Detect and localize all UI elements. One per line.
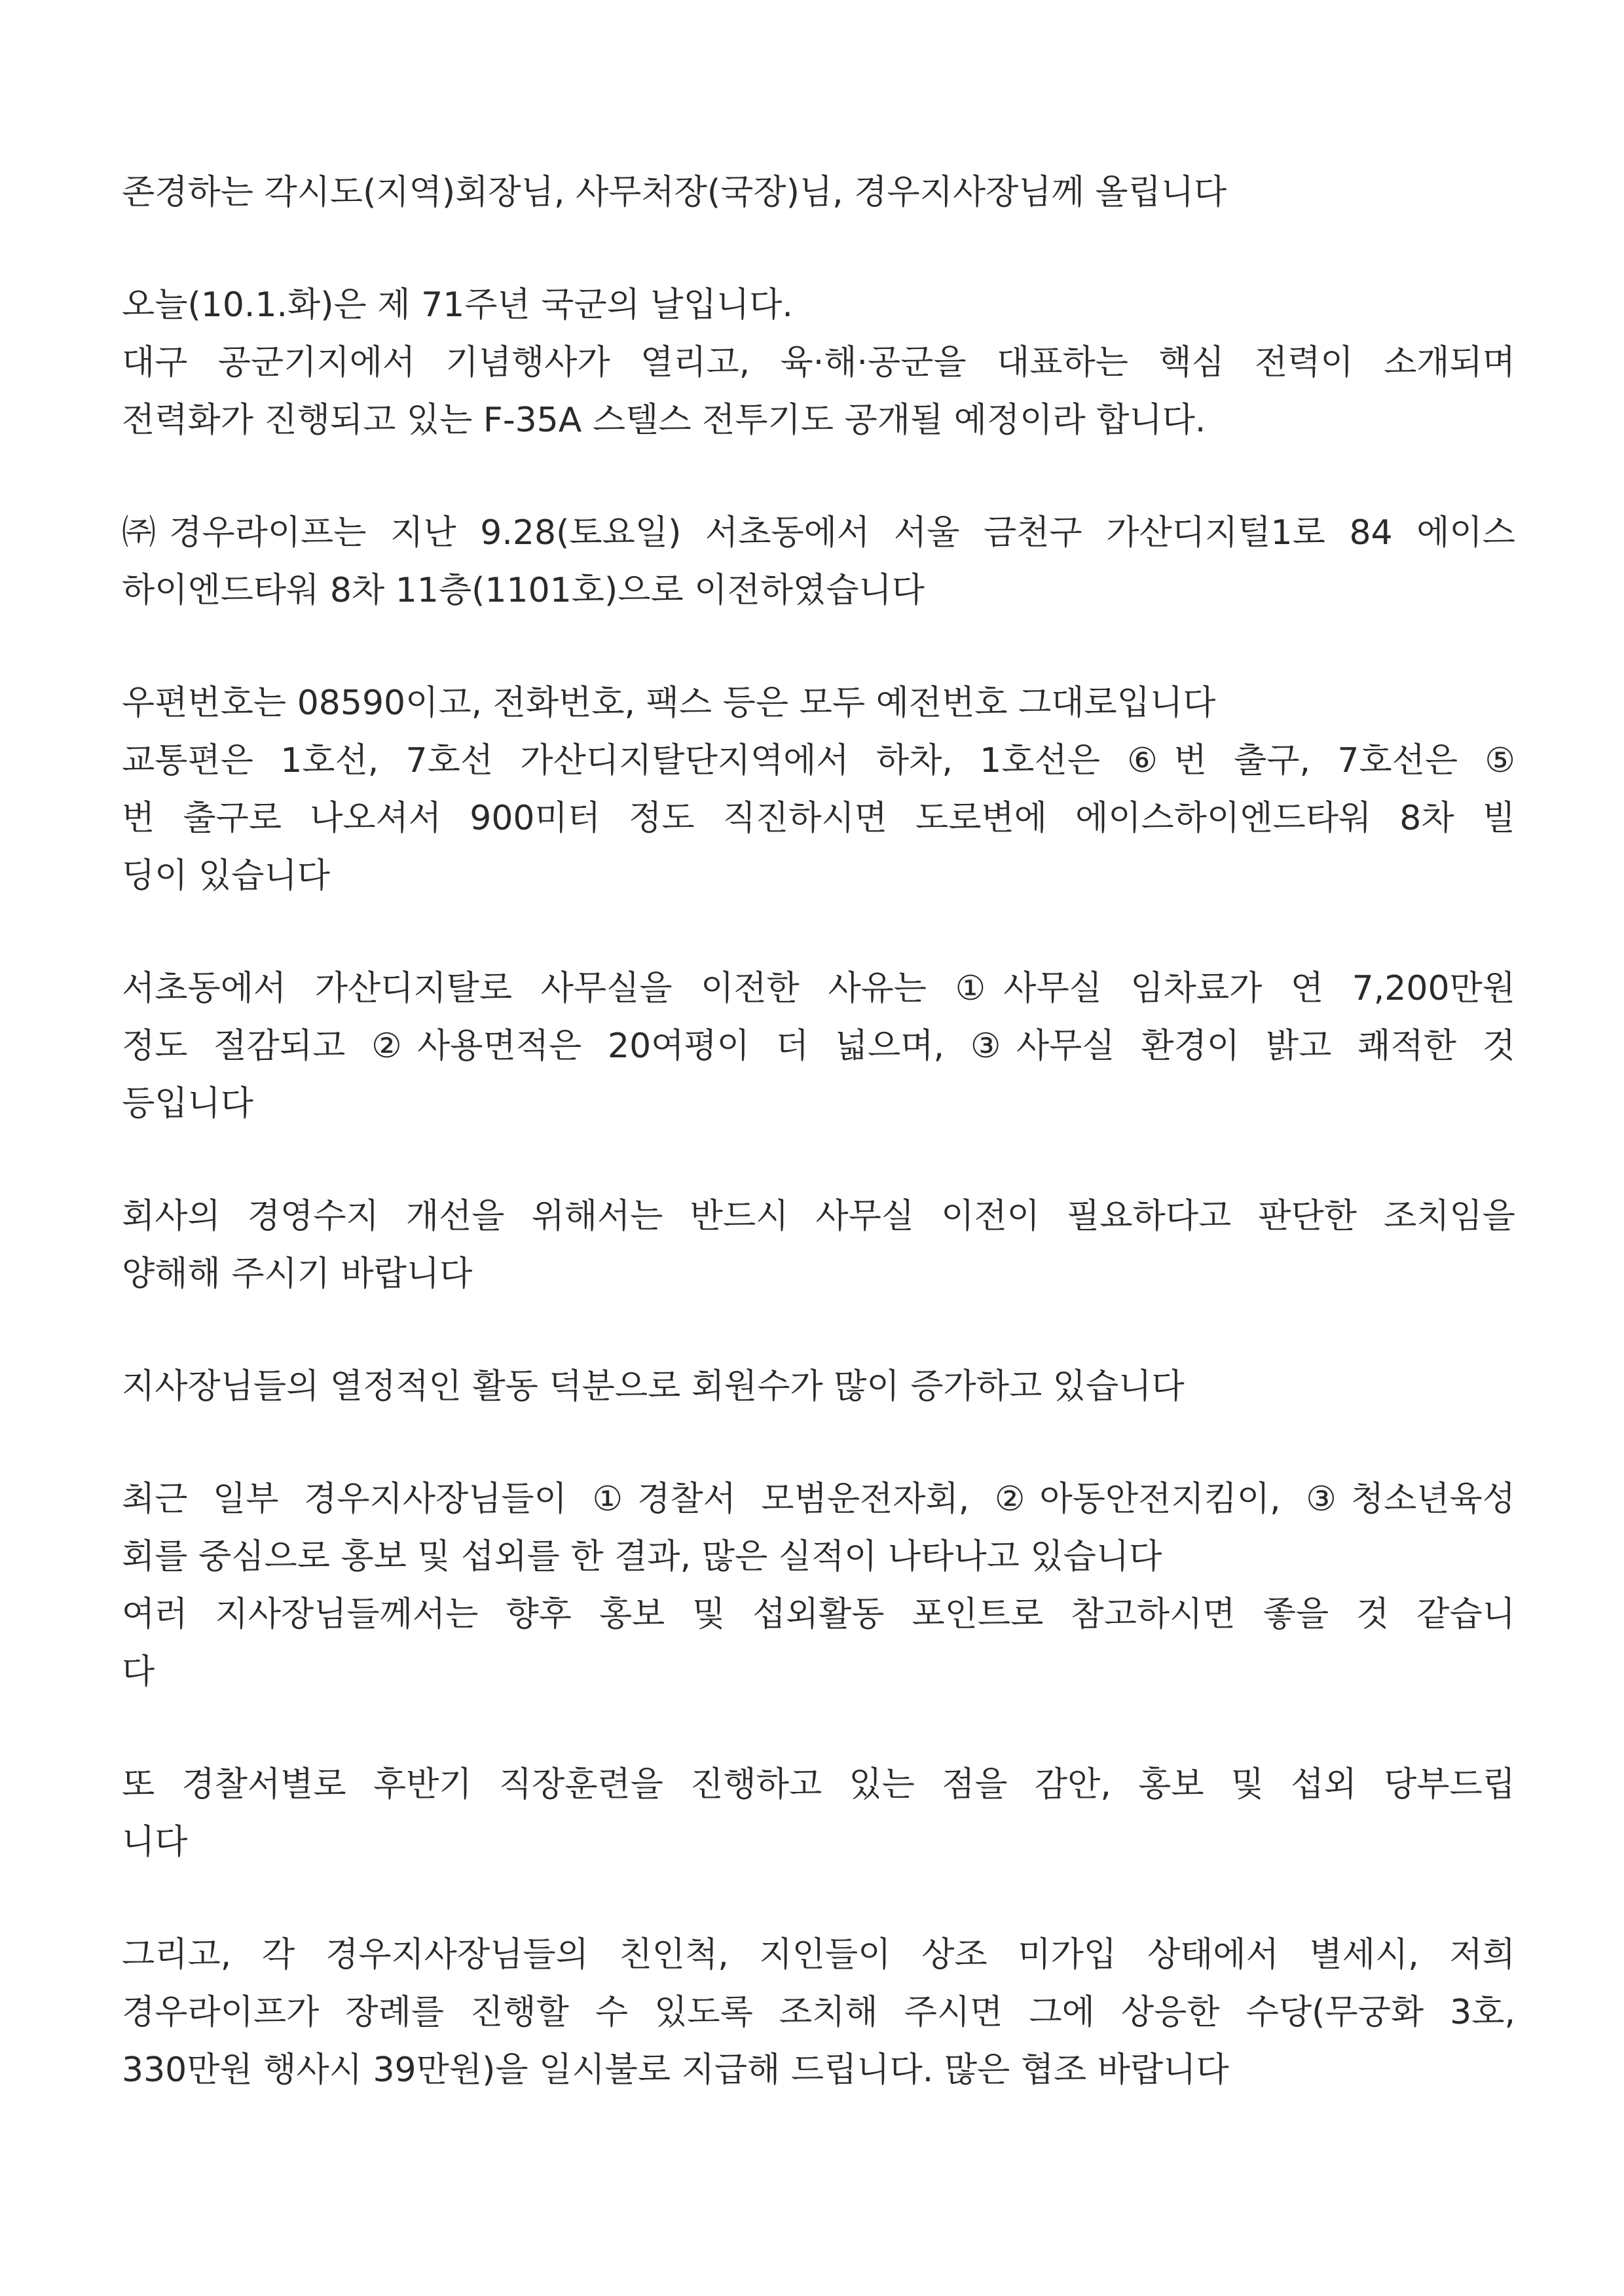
paragraph-line: 전력화가 진행되고 있는 F-35A 스텔스 전투기도 공개될 예정이라 합니다. — [122, 401, 1206, 440]
paragraph-line: 또 경찰서별로 후반기 직장훈련을 진행하고 있는 점을 감안, 홍보 및 섭외 당부드립 — [122, 1765, 1515, 1804]
paragraph-line: 번 출구로 나오셔서 900미터 정도 직진하시면 도로변에 에이스하이엔드타워 8차 빌 — [122, 799, 1515, 838]
paragraph-line: 최근 일부 경우지사장님들이 ①경찰서 모범운전자회, ②아동안전지킴이, ③청소년육성 — [122, 1480, 1515, 1519]
relocation-reasons-paragraph — [122, 960, 1515, 1133]
paragraph-line: 교통편은 1호선, 7호선 가산디지탈단지역에서 하차, 1호선은 ⑥번 출구, 7호선은 ⑤ — [122, 741, 1515, 780]
paragraph-line: 330만원 행사시 39만원)을 일시불로 지급해 드립니다. 많은 협조 바랍니다 — [122, 2050, 1229, 2090]
contact-directions-paragraph — [122, 674, 1515, 905]
paragraph-line: 서초동에서 가산디지탈로 사무실을 이전한 사유는 ①사무실 임차료가 연 7,200만원 — [122, 969, 1515, 1008]
paragraph-line: 등입니다 — [122, 1084, 253, 1123]
paragraph-line: 정도 절감되고 ②사용면적은 20여평이 더 넓으며, ③사무실 환경이 밝고 쾌적한 것 — [122, 1027, 1515, 1066]
paragraph-line: 회를 중심으로 홍보 및 섭외를 한 결과, 많은 실적이 나타나고 있습니다 — [122, 1537, 1162, 1576]
paragraph-line: 양해해 주시기 바랍니다 — [122, 1254, 473, 1294]
greeting-line: 존경하는 각시도(지역)회장님, 사무처장(국장)님, 경우지사장님께 올립니다 — [122, 173, 1227, 212]
paragraph-line: 딩이 있습니다 — [122, 856, 330, 896]
paragraph-line: ㈜경우라이프는 지난 9.28(토요일) 서초동에서 서울 금천구 가산디지털1로 84 에이스 — [122, 513, 1515, 553]
paragraph-line: 그리고, 각 경우지사장님들의 친인척, 지인들이 상조 미가입 상태에서 별세시, 저희 — [122, 1935, 1515, 1975]
paragraph-line: 다 — [122, 1652, 155, 1692]
paragraph-line: 우편번호는 08590이고, 전화번호, 팩스 등은 모두 예전번호 그대로입니다 — [122, 683, 1216, 723]
paragraph-line: 회사의 경영수지 개선을 위해서는 반드시 사무실 이전이 필요하다고 판단한 조치임을 — [122, 1197, 1515, 1236]
paragraph-line: 오늘(10.1.화)은 제 71주년 국군의 날입니다. — [122, 285, 793, 325]
paragraph-line: 여러 지사장님들께서는 향후 홍보 및 섭외활동 포인트로 참고하시면 좋을 것 같습니 — [122, 1595, 1515, 1634]
paragraph-line: 하이엔드타워 8차 11층(1101호)으로 이전하였습니다 — [122, 571, 925, 610]
relocation-paragraph — [122, 504, 1515, 619]
paragraph-line: 대구 공군기지에서 기념행사가 열리고, 육·해·공군을 대표하는 핵심 전력이 소개되며 — [122, 343, 1515, 382]
paragraph-line: 경우라이프가 장례를 진행할 수 있도록 조치해 주시면 그에 상응한 수당(무궁화 3호, — [122, 1993, 1515, 2032]
understanding-request-paragraph — [122, 1188, 1515, 1303]
greeting-paragraph — [122, 164, 1515, 221]
paragraph-line: 니다 — [122, 1823, 188, 1862]
armed-forces-day-paragraph — [122, 276, 1515, 449]
paragraph-line: 지사장님들의 열정적인 활동 덕분으로 회원수가 많이 증가하고 있습니다 — [122, 1367, 1185, 1406]
membership-growth-paragraph — [122, 1358, 1515, 1415]
allowance-notice-paragraph — [122, 1926, 1515, 2099]
promotion-results-paragraph — [122, 1470, 1515, 1701]
letter-body — [122, 164, 1515, 2154]
training-request-paragraph — [122, 1756, 1515, 1871]
